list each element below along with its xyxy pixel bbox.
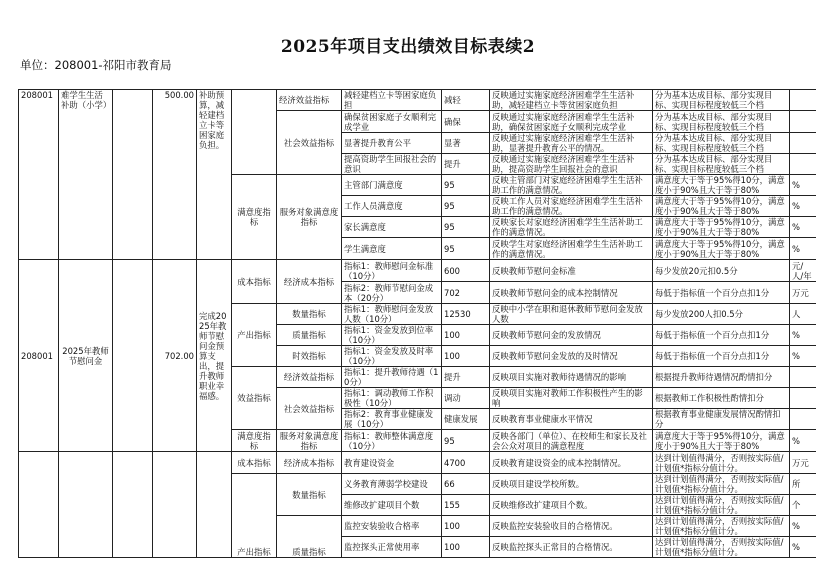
level2-indicator: 经济成本指标 bbox=[277, 260, 342, 304]
measure-unit bbox=[790, 90, 816, 111]
measure-unit: % bbox=[790, 238, 816, 260]
indicator-value: 600 bbox=[442, 260, 490, 282]
performance-goal-table bbox=[18, 89, 816, 558]
indicator-description: 反映家长对家庭经济困难学生生活补助工作的满意情况。 bbox=[490, 217, 653, 238]
indicator-description: 反映维修改扩建项目个数。 bbox=[490, 495, 653, 516]
scoring-rule: 分为基本达成目标、部分实现目标、实现目标程度较低三个档 bbox=[653, 111, 790, 133]
indicator-value: 减轻 bbox=[442, 90, 490, 111]
measure-unit: 人 bbox=[790, 304, 816, 325]
level2-indicator: 社会效益指标 bbox=[277, 388, 342, 430]
scoring-rule: 根据提升教师待遇情况酌情扣分 bbox=[653, 367, 790, 388]
level3-indicator: 指标1：提升教师待遇（10分） bbox=[342, 367, 442, 388]
level3-indicator: 工作人员满意度 bbox=[342, 196, 442, 217]
amount-cell: 500.00 bbox=[153, 90, 197, 260]
indicator-value: 155 bbox=[442, 495, 490, 516]
indicator-value: 95 bbox=[442, 430, 490, 452]
indicator-description: 反映项目建设学校所数。 bbox=[490, 474, 653, 495]
scoring-rule: 分为基本达成目标、部分实现目标、实现目标程度较低三个档 bbox=[653, 154, 790, 175]
level3-indicator: 指标2：教育事业健康发展（10分） bbox=[342, 409, 442, 430]
indicator-description: 反映项目实施对教师工作积极性产生的影响 bbox=[490, 388, 653, 409]
level3-indicator: 监控安装验收合格率 bbox=[342, 516, 442, 537]
indicator-description: 反映学生对家庭经济困难学生生活补助工作的满意情况。 bbox=[490, 238, 653, 260]
level3-indicator: 教育建设资金 bbox=[342, 452, 442, 474]
level2-indicator: 服务对象满意度指标 bbox=[277, 175, 342, 260]
indicator-value: 确保 bbox=[442, 111, 490, 133]
scoring-rule: 满意度大于等于95%得10分，满意度小于90%且大于等于80% bbox=[653, 217, 790, 238]
level3-indicator: 指标1：教师慰问金标准（10分） bbox=[342, 260, 442, 282]
measure-unit: % bbox=[790, 516, 816, 537]
level3-indicator: 确保贫困家庭子女顺利完成学业 bbox=[342, 111, 442, 133]
level1-indicator: 成本指标 bbox=[232, 452, 277, 474]
indicator-value: 健康发展 bbox=[442, 409, 490, 430]
indicator-description: 反映监控安装验收目的合格情况。 bbox=[490, 516, 653, 537]
measure-unit: % bbox=[790, 196, 816, 217]
measure-unit bbox=[790, 154, 816, 175]
measure-unit bbox=[790, 111, 816, 133]
indicator-description: 反映教师节慰问金的发放情况 bbox=[490, 325, 653, 346]
table-row bbox=[19, 452, 816, 474]
scoring-rule: 每少发放200人扣0.5分 bbox=[653, 304, 790, 325]
scoring-rule: 达到计划值得满分，否则按实际值/计划值*指标分值计分。 bbox=[653, 537, 790, 558]
level1-indicator: 产出指标 bbox=[232, 474, 277, 558]
level3-indicator: 主管部门满意度 bbox=[342, 175, 442, 196]
level1-indicator: 满意度指标 bbox=[232, 430, 277, 452]
project-name-cell: 2025年教师节慰问金 bbox=[59, 260, 113, 452]
measure-unit: % bbox=[790, 537, 816, 558]
indicator-description: 反映监控探头正常目的合格情况。 bbox=[490, 537, 653, 558]
measure-unit: 个 bbox=[790, 495, 816, 516]
indicator-description: 反映教育建设资金的成本控制情况。 bbox=[490, 452, 653, 474]
measure-unit: 万元 bbox=[790, 452, 816, 474]
measure-unit: % bbox=[790, 217, 816, 238]
level2-indicator: 数量指标 bbox=[277, 304, 342, 325]
level1-indicator: 成本指标 bbox=[232, 260, 277, 304]
indicator-value: 702 bbox=[442, 282, 490, 304]
indicator-value: 显著 bbox=[442, 133, 490, 154]
scoring-rule: 分为基本达成目标、部分实现目标、实现目标程度较低三个档 bbox=[653, 90, 790, 111]
measure-unit bbox=[790, 409, 816, 430]
level2-indicator: 经济成本指标 bbox=[277, 452, 342, 474]
table-row bbox=[19, 260, 816, 282]
measure-unit: % bbox=[790, 346, 816, 367]
indicator-value: 100 bbox=[442, 537, 490, 558]
indicator-value: 4700 bbox=[442, 452, 490, 474]
indicator-description: 反映工作人员对家庭经济困难学生生活补助工作的满意情况。 bbox=[490, 196, 653, 217]
measure-unit bbox=[790, 388, 816, 409]
scoring-rule: 每低于指标值一个百分点扣1分 bbox=[653, 346, 790, 367]
level2-indicator: 社会效益指标 bbox=[277, 111, 342, 175]
indicator-description: 反映项目实施对教师待遇情况的影响 bbox=[490, 367, 653, 388]
goal-cell: 完成2025年教师节慰问金预算支出，提升教师职业幸福感。 bbox=[197, 260, 232, 452]
level3-indicator: 指标1：教师整体满意度（10分） bbox=[342, 430, 442, 452]
indicator-description: 反映教育事业健康水平情况 bbox=[490, 409, 653, 430]
level2-indicator: 经济效益指标 bbox=[277, 90, 342, 111]
scoring-rule: 每低于指标值一个百分点扣1分 bbox=[653, 282, 790, 304]
level2-indicator: 经济效益指标 bbox=[277, 367, 342, 388]
unit-code-cell: 208001 bbox=[19, 260, 59, 452]
indicator-description: 反映通过实施家庭经济困难学生生活补助，提高资助学生回报社会的意识 bbox=[490, 154, 653, 175]
level3-indicator: 显著提升教育公平 bbox=[342, 133, 442, 154]
scoring-rule: 根据教师工作积极性酌情扣分 bbox=[653, 388, 790, 409]
level3-indicator: 维修改扩建项目个数 bbox=[342, 495, 442, 516]
scoring-rule: 达到计划值得满分，否则按实际值/计划值*指标分值计分。 bbox=[653, 452, 790, 474]
level3-indicator: 指标1：资金发放及时率（10分） bbox=[342, 346, 442, 367]
indicator-description: 反映通过实施家庭经济困难学生生活补助，减轻建档立卡等贫困家庭负担 bbox=[490, 90, 653, 111]
measure-unit: 万元 bbox=[790, 282, 816, 304]
level3-indicator: 学生满意度 bbox=[342, 238, 442, 260]
indicator-value: 100 bbox=[442, 325, 490, 346]
level1-indicator: 效益指标 bbox=[232, 367, 277, 430]
indicator-value: 调动 bbox=[442, 388, 490, 409]
scoring-rule: 分为基本达成目标、部分实现目标、实现目标程度较低三个档 bbox=[653, 133, 790, 154]
level1-indicator: 满意度指标 bbox=[232, 175, 277, 260]
level3-indicator: 监控探头正常使用率 bbox=[342, 537, 442, 558]
scoring-rule: 达到计划值得满分，否则按实际值/计划值*指标分值计分。 bbox=[653, 516, 790, 537]
unit-code-cell: 208001 bbox=[19, 90, 59, 260]
level2-indicator: 质量指标 bbox=[277, 325, 342, 346]
measure-unit: % bbox=[790, 325, 816, 346]
goal-cell: 补助预算，减轻建档立卡等困家庭负担。 bbox=[197, 90, 232, 260]
scoring-rule: 达到计划值得满分，否则按实际值/计划值*指标分值计分。 bbox=[653, 474, 790, 495]
level2-indicator: 时效指标 bbox=[277, 346, 342, 367]
indicator-description: 反映主管部门对家庭经济困难学生生活补助工作的满意情况。 bbox=[490, 175, 653, 196]
measure-unit bbox=[790, 133, 816, 154]
amount-cell: 702.00 bbox=[153, 260, 197, 452]
indicator-value: 95 bbox=[442, 196, 490, 217]
indicator-description: 反映教师节慰问金的成本控制情况 bbox=[490, 282, 653, 304]
indicator-value: 提升 bbox=[442, 154, 490, 175]
scoring-rule: 每少发放20元扣0.5分 bbox=[653, 260, 790, 282]
measure-unit: % bbox=[790, 430, 816, 452]
scoring-rule: 满意度大于等于95%得10分，满意度小于90%且大于等于80% bbox=[653, 430, 790, 452]
indicator-description: 反映教师节慰问金标准 bbox=[490, 260, 653, 282]
level1-indicator bbox=[232, 90, 277, 175]
indicator-value: 95 bbox=[442, 175, 490, 196]
indicator-value: 100 bbox=[442, 346, 490, 367]
indicator-description: 反映各部门（单位）、在校师生和家长及社会公众对项目的满意程度 bbox=[490, 430, 653, 452]
level3-indicator: 指标1：资金发放到位率（10分） bbox=[342, 325, 442, 346]
level3-indicator: 指标1：教师慰问金发放人数（10分） bbox=[342, 304, 442, 325]
indicator-description: 反映通过实施家庭经济困难学生生活补助，确保贫困家庭子女顺利完成学业 bbox=[490, 111, 653, 133]
scoring-rule: 根据教育事业健康发展情况酌情扣分 bbox=[653, 409, 790, 430]
unit-label: 单位：208001-祁阳市教育局 bbox=[20, 58, 172, 72]
level1-indicator: 产出指标 bbox=[232, 304, 277, 367]
scoring-rule: 每低于指标值一个百分点扣1分 bbox=[653, 325, 790, 346]
scoring-rule: 满意度大于等于95%得10分，满意度小于90%且大于等于80% bbox=[653, 196, 790, 217]
indicator-value: 提升 bbox=[442, 367, 490, 388]
level3-indicator: 义务教育薄弱学校建设 bbox=[342, 474, 442, 495]
measure-unit: % bbox=[790, 175, 816, 196]
level3-indicator: 减轻建档立卡等困家庭负担 bbox=[342, 90, 442, 111]
page-title: 2025年项目支出绩效目标表续2 bbox=[280, 37, 536, 57]
level3-indicator: 家长满意度 bbox=[342, 217, 442, 238]
scoring-rule: 达到计划值得满分，否则按实际值/计划值*指标分值计分。 bbox=[653, 495, 790, 516]
level2-indicator: 服务对象满意度指标 bbox=[277, 430, 342, 452]
indicator-value: 95 bbox=[442, 217, 490, 238]
indicator-description: 反映中小学在职和退休教师节慰问金发放人数 bbox=[490, 304, 653, 325]
level2-indicator: 质量指标 bbox=[277, 516, 342, 558]
indicator-description: 反映通过实施家庭经济困难学生生活补助，显著提升教育公平的情况。 bbox=[490, 133, 653, 154]
measure-unit: 所 bbox=[790, 474, 816, 495]
level3-indicator: 指标2：教师节慰问金成本（20分） bbox=[342, 282, 442, 304]
measure-unit bbox=[790, 367, 816, 388]
level3-indicator: 提高资助学生回报社会的意识 bbox=[342, 154, 442, 175]
indicator-description: 反映教师节慰问金发放的及时情况 bbox=[490, 346, 653, 367]
measure-unit: 元/人/年 bbox=[790, 260, 816, 282]
indicator-value: 12530 bbox=[442, 304, 490, 325]
level3-indicator: 指标1：调动教师工作积极性（10分） bbox=[342, 388, 442, 409]
indicator-value: 100 bbox=[442, 516, 490, 537]
project-name-cell: 难学生生活补助（小学） bbox=[59, 90, 113, 260]
indicator-value: 95 bbox=[442, 238, 490, 260]
scoring-rule: 满意度大于等于95%得10分，满意度小于90%且大于等于80% bbox=[653, 238, 790, 260]
indicator-value: 66 bbox=[442, 474, 490, 495]
scoring-rule: 满意度大于等于95%得10分，满意度小于90%且大于等于80% bbox=[653, 175, 790, 196]
level2-indicator: 数量指标 bbox=[277, 474, 342, 516]
table-row bbox=[19, 90, 816, 111]
